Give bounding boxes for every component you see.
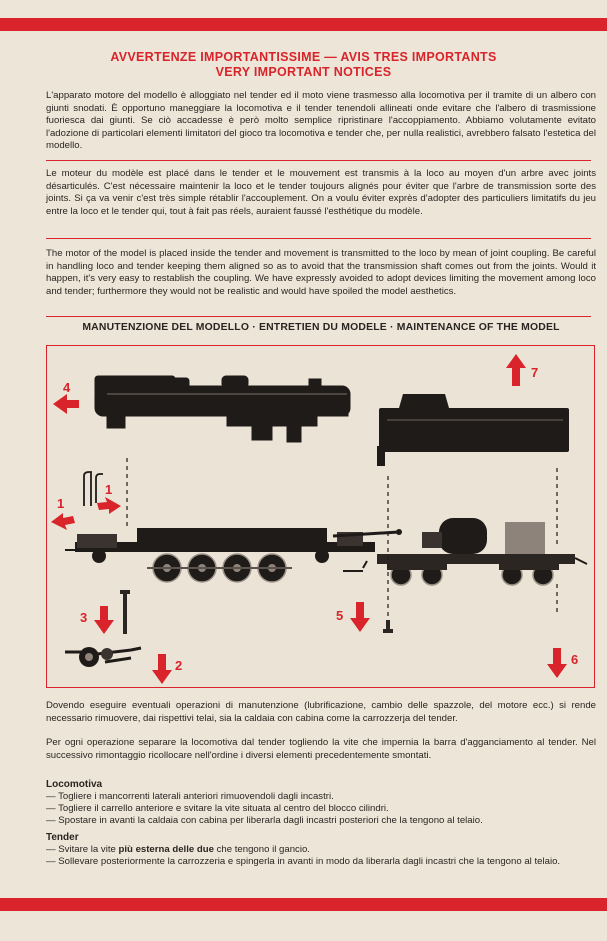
notice-english: The motor of the model is placed inside the tender and movement is transmitted to the loco by mean of joint coupling. Be careful in handling loco and tender keeping them aligned so as to avoid that the transmission shaft comes out from the joints. Would it happen, it's very easy to restablish the coupling. We have expressly avoided to adopt devices limiting the movement among loco and tender; furthermore they would not be realistic and would have spoiled the model aesthetics.	[46, 248, 596, 297]
tender-screw-part	[383, 620, 393, 633]
page-title-line-1: AVVERTENZE IMPORTANTISSIME — AVIS TRES IMPORTANTS	[110, 50, 497, 64]
maintenance-instructions: Per ogni operazione separare la locomotiva dal tender togliendo la vite che impernia la barra d'agganciamento al tender. Nel successivo rimontaggio ricollocare nell'ordine i diversi elementi precedentemente smontati.	[46, 737, 596, 761]
locomotiva-step: — Togliere i mancorrenti laterali anteriori rimuovendoli dagli incastri.	[46, 791, 334, 802]
maintenance-intro: Dovendo eseguire eventuali operazioni di manutenzione (lubrificazione, cambio delle spazzole, del motore ecc.) si rende necessario rimuovere, dai rispettivi telai, sia la caldaia con cabina come la carrozzerja del tender.	[46, 700, 596, 724]
step-label-3: 3	[80, 610, 88, 625]
step-label-6: 6	[571, 652, 579, 667]
divider	[46, 160, 591, 161]
notice-italian: L'apparato motore del modello è alloggiato nel tender ed il moto viene trasmesso alla locomotiva per il tramite di un albero con giunti snodati. È opportuno maneggiare la locomotiva e il tender tenendoli allineati onde evitare che l'albero di trasmissione fuoriesca dai giunti. Se ciò accadesse è però molto semplice ripristinare l'accoppiamento. Abbiamo volutamente evitato l'adozione di particolari elementi limitatori del gioco tra locomotiva e tender che, per nulla realistici, avrebbero falsato l'estetica del modello.	[46, 90, 596, 152]
step-label-1-left: 1	[57, 496, 65, 511]
maintenance-heading: MANUTENZIONE DEL MODELLO · ENTRETIEN DU MODELE · MAINTENANCE OF THE MODEL	[82, 322, 560, 333]
page-title-line-2: VERY IMPORTANT NOTICES	[215, 65, 392, 79]
step-label-4: 4	[63, 380, 71, 395]
arrow-step-3	[94, 606, 114, 634]
arrow-step-1-left	[51, 513, 75, 530]
tender-chassis-with-motor	[377, 518, 587, 585]
tender-heading: Tender	[46, 832, 79, 843]
step-label-7: 7	[531, 365, 539, 380]
locomotiva-step: — Togliere il carrello anteriore e svitare la vite situata al centro del blocco cilindri.	[46, 803, 389, 814]
handrails-part	[84, 472, 103, 506]
step-label-5: 5	[336, 608, 344, 623]
arrow-step-5	[350, 602, 370, 632]
tender-step-text: che tengono il gancio.	[213, 844, 310, 855]
tender-step-emphasis: più esterna delle due	[118, 844, 214, 855]
maintenance-diagram-drawing	[47, 346, 593, 686]
locomotiva-step: — Spostare in avanti la caldaia con cabina per liberarla dagli incastri posteriori che la tengono al telaio.	[46, 815, 483, 826]
arrow-step-7	[506, 354, 526, 386]
arrow-step-6	[547, 648, 567, 678]
locomotive-boiler-and-cab	[95, 376, 350, 442]
tender-step	[46, 844, 596, 856]
maintenance-diagram	[46, 345, 595, 688]
arrow-step-4	[53, 394, 79, 414]
tender-step-text: — Svitare la vite	[46, 844, 119, 855]
step-label-1-right: 1	[105, 482, 113, 497]
top-red-band	[0, 18, 607, 31]
locomotiva-heading: Locomotiva	[46, 779, 103, 790]
arrow-step-1-right	[97, 497, 121, 514]
tender-body	[377, 394, 569, 466]
loco-screw-part	[120, 590, 130, 634]
divider	[46, 238, 591, 239]
step-label-2: 2	[175, 658, 183, 673]
arrow-step-2	[152, 654, 172, 684]
notice-french: Le moteur du modèle est placé dans le tender et le mouvement est transmis à la loco au moyen d'un arbre avec joints désarticulés. C'est nécessaire maintenir la loco et le tender toujours alignés pour éviter que l'arbre de transmission sorte des joints. Si ça va venir c'est très simple rétablir l'accouplement. On a voulu éviter exprès d'adopter des particuliers limitatifs du jeu entre la loco et le tender qui, tout à fait pas réels, auraient faussé l'esthétique du modèle.	[46, 168, 596, 217]
bottom-red-band	[0, 898, 607, 911]
locomotive-chassis	[65, 528, 375, 582]
tender-step: — Sollevare posteriormente la carrozzeria e spingerla in avanti in modo da liberarla dagli incastri che la tengono al telaio.	[46, 856, 561, 867]
divider	[46, 316, 591, 317]
front-bogie-part	[65, 647, 141, 667]
